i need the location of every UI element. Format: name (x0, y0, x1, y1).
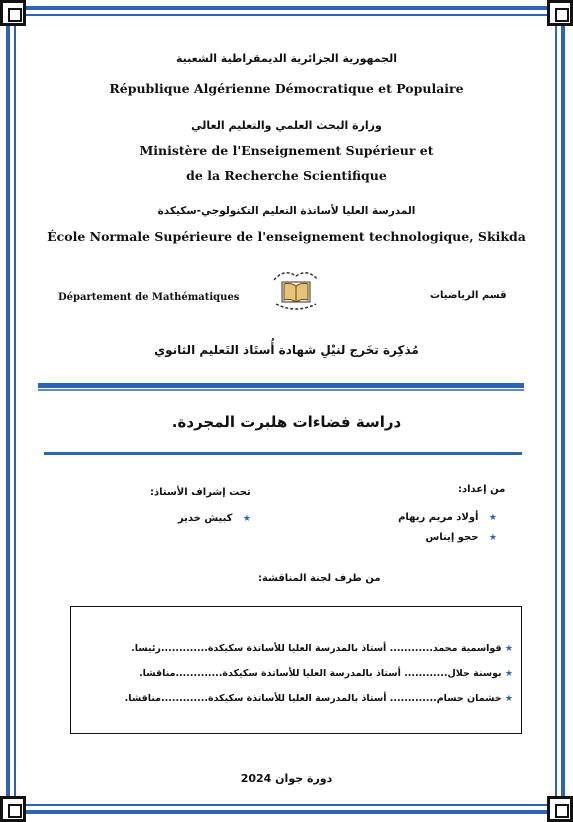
corner-ornament-bottom-right (547, 796, 573, 822)
supervisor-name: كبيش خدير (177, 513, 233, 524)
department-ar: قسم الرياضيات (430, 290, 507, 301)
jury-member-text: قواسمية محمد............ أستاذ بالمدرسة العليا للأساتذة سكيكدة.............رئيسا. (131, 643, 502, 654)
student-item (425, 532, 497, 543)
jury-box (70, 606, 522, 734)
student-name: أولاد مريم ريهام (398, 512, 479, 523)
corner-ornament-top-right (547, 0, 573, 26)
star-icon: ★ (504, 669, 513, 679)
supervision-label: تحت إشراف الأستاذ: (150, 487, 251, 498)
ministry-ar: وزارة البحث العلمي والتعليم العالي (191, 119, 382, 132)
republic-fr: République Algérienne Démocratique et Populaire (109, 81, 464, 96)
session-date: دورة جوان 2024 (240, 772, 333, 785)
ministry-fr-line1: Ministère de l'Enseignement Supérieur et (139, 143, 434, 158)
star-icon: ★ (504, 694, 513, 704)
republic-ar: الجمهورية الجزائرية الديمقراطية الشعبية (176, 52, 397, 65)
thesis-title: دراسة فضاءات هلبرت المجردة. (171, 413, 402, 431)
jury-label: من طرف لجنة المناقشة: (258, 573, 381, 584)
corner-ornament-top-left (0, 0, 26, 26)
jury-member-text: بوسنة جلال............ أستاذ بالمدرسة العليا للأساتذة سكيكدة.............مناقشا. (139, 668, 502, 679)
divider-top-thin (38, 389, 524, 391)
jury-member (139, 668, 513, 679)
school-fr: École Normale Supérieure de l'enseignement technologique, Skikda (47, 229, 526, 244)
department-fr: Département de Mathématiques (58, 292, 240, 303)
school-ar: المدرسة العليا لأساتذة التعليم التكنولوجي-سكيكدة (157, 205, 416, 217)
star-icon: ★ (242, 514, 251, 524)
star-icon: ★ (488, 533, 497, 543)
star-icon: ★ (488, 513, 497, 523)
jury-member-text: خشمان حسام............. أستاذ بالمدرسة العليا للأساتذة سكيكدة.............مناقشا. (124, 693, 502, 704)
open-book-logo (264, 264, 328, 316)
divider-top (38, 383, 524, 388)
jury-member (125, 693, 513, 704)
student-name: حجو إيناس (425, 532, 479, 543)
ministry-fr-line2: de la Recherche Scientifique (186, 168, 387, 183)
prepared-by-label: من إعداد: (458, 484, 506, 495)
supervisor-item (178, 513, 251, 524)
jury-member (131, 643, 513, 654)
student-item (398, 512, 497, 523)
corner-ornament-bottom-left (0, 796, 26, 822)
star-icon: ★ (504, 644, 513, 654)
divider-bottom (44, 452, 522, 455)
memo-subtitle: مُذكِرة تخَرج لنيْلِ شهادة أُستَاذ التَعليم الثانوي (154, 343, 419, 357)
